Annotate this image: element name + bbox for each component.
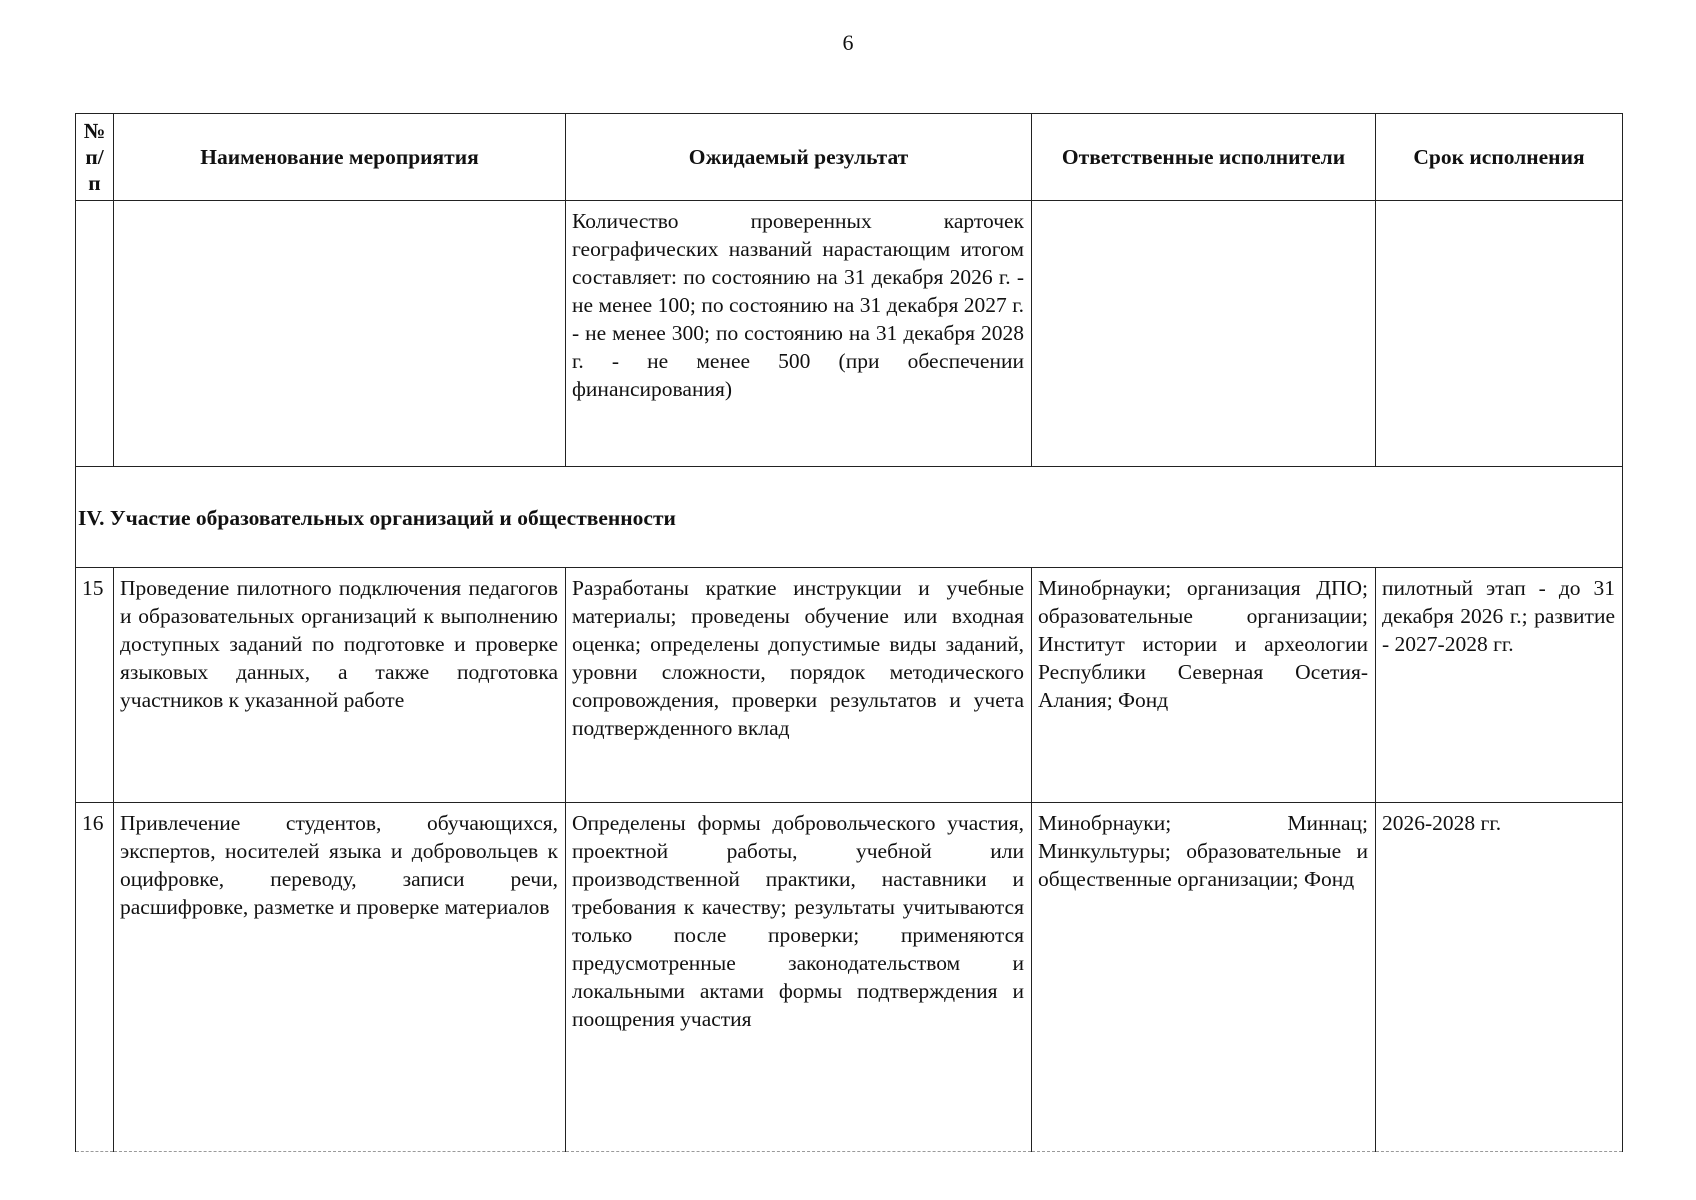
page-number: 6	[842, 30, 854, 55]
cell-responsible: Минобрнауки; Миннац; Минкультуры; образовательные и общественные организации; Фонд	[1032, 803, 1376, 1152]
table-row-continuation	[76, 201, 1623, 467]
action-plan-table	[75, 113, 1623, 1152]
cell-responsible: Минобрнауки; организация ДПО; образовательные организации; Институт истории и археологии Республики Северная Осетия-Алания; Фонд	[1032, 568, 1376, 803]
header-result: Ожидаемый результат	[566, 114, 1032, 201]
cell-result: Определены формы добровольческого участия, проектной работы, учебной или производственной практики, наставники и требования к качеству; результаты учитываются только после проверки; применяются предусмотренные законодательством и локальными актами формы подтверждения и поощрения участия	[566, 803, 1032, 1152]
section-title: IV. Участие образовательных организаций и общественности	[76, 467, 1623, 568]
header-deadline: Срок исполнения	[1376, 114, 1623, 201]
section-row	[76, 467, 1623, 568]
table-row	[76, 568, 1623, 803]
cell-result: Количество проверенных карточек географических названий нарастающим итогом составляет: по состоянию на 31 декабря 2026 г. - не менее 100; по состоянию на 31 декабря 2027 г. - не менее 300; по состоянию на 31 декабря 2028 г. - не менее 500 (при обеспечении финансирования)	[566, 201, 1032, 467]
header-responsible: Ответственные исполнители	[1032, 114, 1376, 201]
cell-num: 15	[76, 568, 114, 803]
cell-responsible	[1032, 201, 1376, 467]
table-header-row	[76, 114, 1623, 201]
cell-result: Разработаны краткие инструкции и учебные материалы; проведены обучение или входная оценка; определены допустимые виды заданий, уровни сложности, порядок методического сопровождения, проверки результатов и учета подтвержденного вклад	[566, 568, 1032, 803]
cell-num	[76, 201, 114, 467]
cell-name: Проведение пилотного подключения педагогов и образовательных организаций к выполнению доступных заданий по подготовке и проверке языковых данных, а также подготовка участников к указанной работе	[114, 568, 566, 803]
cell-name: Привлечение студентов, обучающихся, экспертов, носителей языка и добровольцев к оцифровке, переводу, записи речи, расшифровке, разметке и проверке материалов	[114, 803, 566, 1152]
table-row	[76, 803, 1623, 1152]
cell-deadline: пилотный этап - до 31 декабря 2026 г.; развитие - 2027-2028 гг.	[1376, 568, 1623, 803]
cell-name	[114, 201, 566, 467]
header-name: Наименование мероприятия	[114, 114, 566, 201]
cell-deadline	[1376, 201, 1623, 467]
cell-deadline: 2026-2028 гг.	[1376, 803, 1623, 1152]
cell-num: 16	[76, 803, 114, 1152]
header-num: № п/п	[76, 114, 114, 201]
